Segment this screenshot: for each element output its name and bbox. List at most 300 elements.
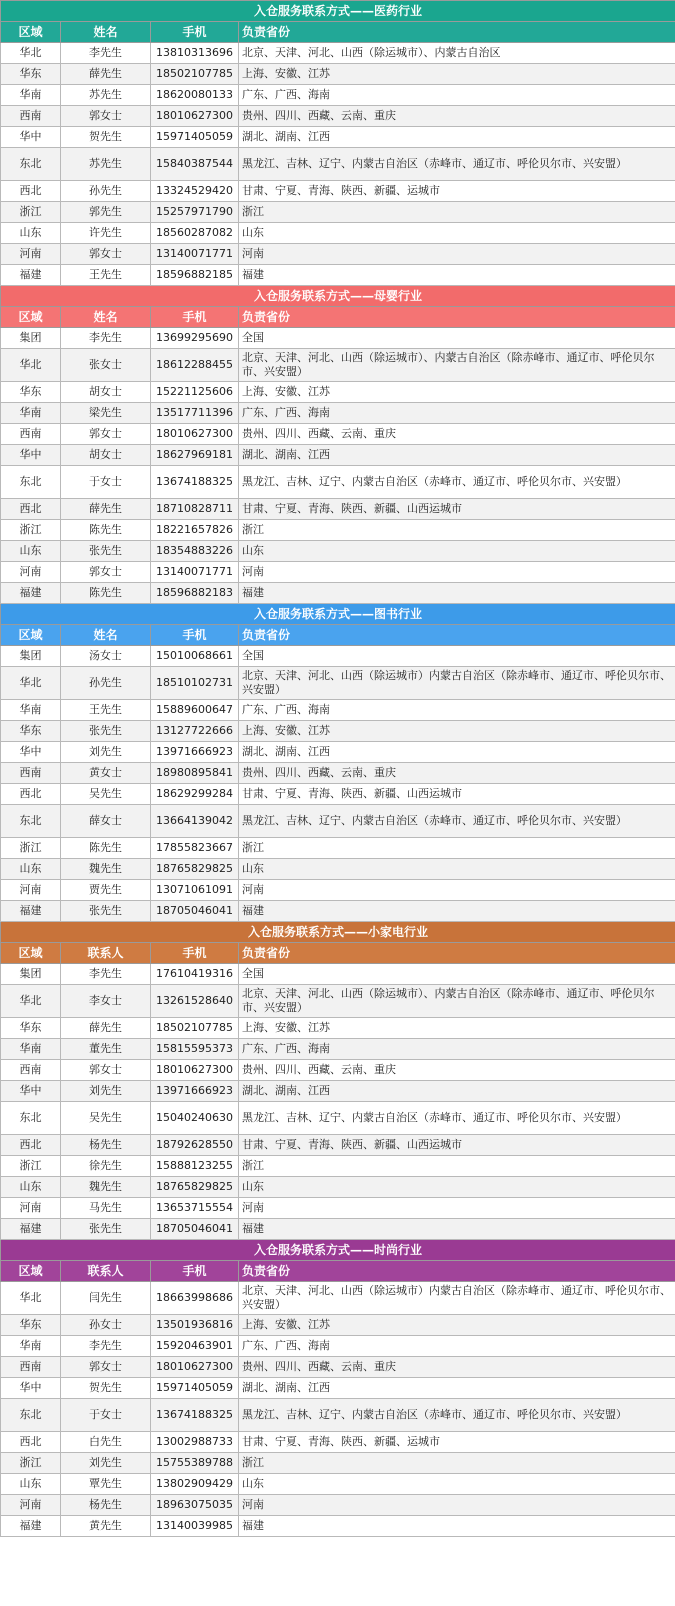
name-cell: 魏先生 xyxy=(61,859,151,880)
phone-cell: 18502107785 xyxy=(151,64,239,85)
region-cell: 华北 xyxy=(1,985,61,1018)
section-title-row xyxy=(1,1240,675,1261)
table-row xyxy=(1,667,675,700)
section-title: 入仓服务联系方式——小家电行业 xyxy=(1,922,675,943)
name-cell: 覃先生 xyxy=(61,1474,151,1495)
table-row xyxy=(1,1315,675,1336)
provinces-cell: 黑龙江、吉林、辽宁、内蒙古自治区（赤峰市、通辽市、呼伦贝尔市、兴安盟） xyxy=(239,805,675,838)
header-phone: 手机 xyxy=(151,22,239,43)
phone-cell: 18010627300 xyxy=(151,106,239,127)
table-row xyxy=(1,1102,675,1135)
provinces-cell: 广东、广西、海南 xyxy=(239,700,675,721)
provinces-cell: 广东、广西、海南 xyxy=(239,85,675,106)
table-row xyxy=(1,424,675,445)
table-row xyxy=(1,520,675,541)
name-cell: 郭女士 xyxy=(61,106,151,127)
region-cell: 华北 xyxy=(1,349,61,382)
phone-cell: 18010627300 xyxy=(151,1060,239,1081)
phone-cell: 15920463901 xyxy=(151,1336,239,1357)
name-cell: 薛先生 xyxy=(61,64,151,85)
table-row xyxy=(1,499,675,520)
phone-cell: 18980895841 xyxy=(151,763,239,784)
table-row xyxy=(1,985,675,1018)
provinces-cell: 山东 xyxy=(239,859,675,880)
provinces-cell: 贵州、四川、西藏、云南、重庆 xyxy=(239,1357,675,1378)
table-row xyxy=(1,403,675,424)
provinces-cell: 湖北、湖南、江西 xyxy=(239,1378,675,1399)
table-row xyxy=(1,1135,675,1156)
provinces-cell: 全国 xyxy=(239,328,675,349)
phone-cell: 15257971790 xyxy=(151,202,239,223)
provinces-cell: 浙江 xyxy=(239,1453,675,1474)
phone-cell: 18627969181 xyxy=(151,445,239,466)
provinces-cell: 湖北、湖南、江西 xyxy=(239,1081,675,1102)
table-row xyxy=(1,1453,675,1474)
name-cell: 黄先生 xyxy=(61,1516,151,1537)
table-row xyxy=(1,1039,675,1060)
provinces-cell: 黑龙江、吉林、辽宁、内蒙古自治区（赤峰市、通辽市、呼伦贝尔市、兴安盟） xyxy=(239,1102,675,1135)
section-title: 入仓服务联系方式——时尚行业 xyxy=(1,1240,675,1261)
phone-cell: 13810313696 xyxy=(151,43,239,64)
header-region: 区域 xyxy=(1,625,61,646)
region-cell: 集团 xyxy=(1,328,61,349)
provinces-cell: 浙江 xyxy=(239,838,675,859)
table-row xyxy=(1,43,675,64)
name-cell: 吴先生 xyxy=(61,1102,151,1135)
section-title-row xyxy=(1,286,675,307)
phone-cell: 18560287082 xyxy=(151,223,239,244)
name-cell: 魏先生 xyxy=(61,1177,151,1198)
phone-cell: 13071061091 xyxy=(151,880,239,901)
phone-cell: 18010627300 xyxy=(151,1357,239,1378)
region-cell: 华南 xyxy=(1,700,61,721)
name-cell: 王先生 xyxy=(61,265,151,286)
region-cell: 山东 xyxy=(1,223,61,244)
name-cell: 汤女士 xyxy=(61,646,151,667)
table-row xyxy=(1,700,675,721)
table-row xyxy=(1,349,675,382)
table-row xyxy=(1,1336,675,1357)
phone-cell: 15010068661 xyxy=(151,646,239,667)
name-cell: 苏先生 xyxy=(61,85,151,106)
table-row xyxy=(1,1474,675,1495)
header-region: 区域 xyxy=(1,22,61,43)
provinces-cell: 甘肃、宁夏、青海、陕西、新疆、山西运城市 xyxy=(239,1135,675,1156)
name-cell: 李先生 xyxy=(61,964,151,985)
provinces-cell: 广东、广西、海南 xyxy=(239,1039,675,1060)
region-cell: 东北 xyxy=(1,805,61,838)
name-cell: 张先生 xyxy=(61,541,151,562)
provinces-cell: 上海、安徽、江苏 xyxy=(239,1018,675,1039)
name-cell: 许先生 xyxy=(61,223,151,244)
table-row xyxy=(1,1219,675,1240)
name-cell: 徐先生 xyxy=(61,1156,151,1177)
phone-cell: 18221657826 xyxy=(151,520,239,541)
provinces-cell: 湖北、湖南、江西 xyxy=(239,445,675,466)
name-cell: 白先生 xyxy=(61,1432,151,1453)
table-row xyxy=(1,1399,675,1432)
region-cell: 西北 xyxy=(1,784,61,805)
phone-cell: 13140071771 xyxy=(151,244,239,265)
column-header-row xyxy=(1,625,675,646)
region-cell: 西北 xyxy=(1,1135,61,1156)
region-cell: 华北 xyxy=(1,667,61,700)
region-cell: 西南 xyxy=(1,424,61,445)
table-row xyxy=(1,181,675,202)
provinces-cell: 福建 xyxy=(239,1516,675,1537)
phone-cell: 15840387544 xyxy=(151,148,239,181)
table-row xyxy=(1,1081,675,1102)
table-row xyxy=(1,445,675,466)
phone-cell: 13127722666 xyxy=(151,721,239,742)
provinces-cell: 甘肃、宁夏、青海、陕西、新疆、运城市 xyxy=(239,181,675,202)
table-row xyxy=(1,541,675,562)
name-cell: 张先生 xyxy=(61,901,151,922)
table-row xyxy=(1,784,675,805)
region-cell: 福建 xyxy=(1,583,61,604)
name-cell: 张先生 xyxy=(61,1219,151,1240)
table-row xyxy=(1,1378,675,1399)
name-cell: 胡女士 xyxy=(61,382,151,403)
region-cell: 福建 xyxy=(1,1516,61,1537)
provinces-cell: 山东 xyxy=(239,223,675,244)
region-cell: 东北 xyxy=(1,148,61,181)
header-region: 区域 xyxy=(1,1261,61,1282)
phone-cell: 15815595373 xyxy=(151,1039,239,1060)
name-cell: 刘先生 xyxy=(61,742,151,763)
region-cell: 华南 xyxy=(1,1039,61,1060)
header-region: 区域 xyxy=(1,307,61,328)
region-cell: 华北 xyxy=(1,1282,61,1315)
table-row xyxy=(1,1357,675,1378)
name-cell: 贺先生 xyxy=(61,127,151,148)
name-cell: 李先生 xyxy=(61,43,151,64)
region-cell: 华南 xyxy=(1,403,61,424)
name-cell: 陈先生 xyxy=(61,838,151,859)
name-cell: 李先生 xyxy=(61,1336,151,1357)
region-cell: 集团 xyxy=(1,964,61,985)
name-cell: 张先生 xyxy=(61,721,151,742)
table-row xyxy=(1,1516,675,1537)
phone-cell: 18596882183 xyxy=(151,583,239,604)
table-row xyxy=(1,64,675,85)
provinces-cell: 广东、广西、海南 xyxy=(239,1336,675,1357)
name-cell: 刘先生 xyxy=(61,1453,151,1474)
header-name: 联系人 xyxy=(61,943,151,964)
table-row xyxy=(1,964,675,985)
phone-cell: 18963075035 xyxy=(151,1495,239,1516)
phone-cell: 18354883226 xyxy=(151,541,239,562)
region-cell: 西南 xyxy=(1,106,61,127)
provinces-cell: 黑龙江、吉林、辽宁、内蒙古自治区（赤峰市、通辽市、呼伦贝尔市、兴安盟） xyxy=(239,1399,675,1432)
name-cell: 陈先生 xyxy=(61,583,151,604)
provinces-cell: 贵州、四川、西藏、云南、重庆 xyxy=(239,106,675,127)
provinces-cell: 上海、安徽、江苏 xyxy=(239,721,675,742)
region-cell: 华中 xyxy=(1,742,61,763)
table-row xyxy=(1,244,675,265)
region-cell: 西北 xyxy=(1,1432,61,1453)
region-cell: 福建 xyxy=(1,265,61,286)
phone-cell: 18620080133 xyxy=(151,85,239,106)
provinces-cell: 黑龙江、吉林、辽宁、内蒙古自治区（赤峰市、通辽市、呼伦贝尔市、兴安盟） xyxy=(239,466,675,499)
phone-cell: 13971666923 xyxy=(151,1081,239,1102)
provinces-cell: 全国 xyxy=(239,646,675,667)
name-cell: 孙先生 xyxy=(61,181,151,202)
region-cell: 东北 xyxy=(1,1399,61,1432)
region-cell: 华中 xyxy=(1,445,61,466)
header-name: 姓名 xyxy=(61,625,151,646)
name-cell: 李先生 xyxy=(61,328,151,349)
phone-cell: 13261528640 xyxy=(151,985,239,1018)
region-cell: 华东 xyxy=(1,64,61,85)
phone-cell: 15971405059 xyxy=(151,1378,239,1399)
region-cell: 华南 xyxy=(1,85,61,106)
header-phone: 手机 xyxy=(151,307,239,328)
name-cell: 郭女士 xyxy=(61,1357,151,1378)
provinces-cell: 福建 xyxy=(239,265,675,286)
name-cell: 孙先生 xyxy=(61,667,151,700)
phone-cell: 15889600647 xyxy=(151,700,239,721)
provinces-cell: 河南 xyxy=(239,880,675,901)
phone-cell: 13674188325 xyxy=(151,1399,239,1432)
provinces-cell: 浙江 xyxy=(239,520,675,541)
header-provinces: 负责省份 xyxy=(239,307,675,328)
section-title-row xyxy=(1,604,675,625)
provinces-cell: 上海、安徽、江苏 xyxy=(239,382,675,403)
provinces-cell: 福建 xyxy=(239,1219,675,1240)
region-cell: 浙江 xyxy=(1,202,61,223)
phone-cell: 18663998686 xyxy=(151,1282,239,1315)
region-cell: 东北 xyxy=(1,466,61,499)
table-row xyxy=(1,1432,675,1453)
provinces-cell: 山东 xyxy=(239,541,675,562)
table-row xyxy=(1,1198,675,1219)
provinces-cell: 山东 xyxy=(239,1474,675,1495)
phone-cell: 17855823667 xyxy=(151,838,239,859)
name-cell: 郭先生 xyxy=(61,202,151,223)
region-cell: 河南 xyxy=(1,1495,61,1516)
region-cell: 浙江 xyxy=(1,520,61,541)
region-cell: 华东 xyxy=(1,721,61,742)
provinces-cell: 广东、广西、海南 xyxy=(239,403,675,424)
provinces-cell: 甘肃、宁夏、青海、陕西、新疆、运城市 xyxy=(239,1432,675,1453)
table-row xyxy=(1,583,675,604)
name-cell: 薛先生 xyxy=(61,499,151,520)
table-row xyxy=(1,1060,675,1081)
header-provinces: 负责省份 xyxy=(239,943,675,964)
table-row xyxy=(1,148,675,181)
phone-cell: 18010627300 xyxy=(151,424,239,445)
phone-cell: 18629299284 xyxy=(151,784,239,805)
provinces-cell: 北京、天津、河北、山西（除运城市）内蒙古自治区（除赤峰市、通辽市、呼伦贝尔市、兴安盟） xyxy=(239,667,675,700)
region-cell: 华东 xyxy=(1,382,61,403)
table-row xyxy=(1,646,675,667)
provinces-cell: 上海、安徽、江苏 xyxy=(239,1315,675,1336)
section-title: 入仓服务联系方式——母婴行业 xyxy=(1,286,675,307)
table-row xyxy=(1,763,675,784)
region-cell: 集团 xyxy=(1,646,61,667)
region-cell: 东北 xyxy=(1,1102,61,1135)
provinces-cell: 湖北、湖南、江西 xyxy=(239,742,675,763)
provinces-cell: 湖北、湖南、江西 xyxy=(239,127,675,148)
header-name: 姓名 xyxy=(61,22,151,43)
header-provinces: 负责省份 xyxy=(239,1261,675,1282)
region-cell: 华中 xyxy=(1,127,61,148)
header-name: 姓名 xyxy=(61,307,151,328)
header-region: 区域 xyxy=(1,943,61,964)
phone-cell: 13140039985 xyxy=(151,1516,239,1537)
provinces-cell: 山东 xyxy=(239,1177,675,1198)
provinces-cell: 北京、天津、河北、山西（除运城市）内蒙古自治区（除赤峰市、通辽市、呼伦贝尔市、兴安盟） xyxy=(239,1282,675,1315)
provinces-cell: 北京、天津、河北、山西（除运城市）、内蒙古自治区（除赤峰市、通辽市、呼伦贝尔市、兴安盟） xyxy=(239,349,675,382)
region-cell: 河南 xyxy=(1,562,61,583)
region-cell: 西南 xyxy=(1,1357,61,1378)
phone-cell: 13674188325 xyxy=(151,466,239,499)
header-phone: 手机 xyxy=(151,625,239,646)
table-row xyxy=(1,106,675,127)
phone-cell: 17610419316 xyxy=(151,964,239,985)
table-row xyxy=(1,1177,675,1198)
region-cell: 山东 xyxy=(1,541,61,562)
region-cell: 华南 xyxy=(1,1336,61,1357)
provinces-cell: 河南 xyxy=(239,1198,675,1219)
name-cell: 张女士 xyxy=(61,349,151,382)
region-cell: 西北 xyxy=(1,499,61,520)
region-cell: 山东 xyxy=(1,859,61,880)
name-cell: 于女士 xyxy=(61,1399,151,1432)
header-provinces: 负责省份 xyxy=(239,625,675,646)
phone-cell: 18710828711 xyxy=(151,499,239,520)
header-phone: 手机 xyxy=(151,1261,239,1282)
name-cell: 陈先生 xyxy=(61,520,151,541)
phone-cell: 13324529420 xyxy=(151,181,239,202)
phone-cell: 18596882185 xyxy=(151,265,239,286)
provinces-cell: 贵州、四川、西藏、云南、重庆 xyxy=(239,424,675,445)
phone-cell: 13971666923 xyxy=(151,742,239,763)
phone-cell: 18612288455 xyxy=(151,349,239,382)
provinces-cell: 贵州、四川、西藏、云南、重庆 xyxy=(239,1060,675,1081)
provinces-cell: 浙江 xyxy=(239,1156,675,1177)
region-cell: 河南 xyxy=(1,244,61,265)
name-cell: 黄女士 xyxy=(61,763,151,784)
name-cell: 薛先生 xyxy=(61,1018,151,1039)
name-cell: 孙女士 xyxy=(61,1315,151,1336)
phone-cell: 18502107785 xyxy=(151,1018,239,1039)
name-cell: 苏先生 xyxy=(61,148,151,181)
column-header-row xyxy=(1,307,675,328)
table-row xyxy=(1,1282,675,1315)
region-cell: 西北 xyxy=(1,181,61,202)
table-row xyxy=(1,85,675,106)
phone-cell: 18792628550 xyxy=(151,1135,239,1156)
phone-cell: 18765829825 xyxy=(151,859,239,880)
table-row xyxy=(1,1495,675,1516)
table-row xyxy=(1,223,675,244)
name-cell: 贺先生 xyxy=(61,1378,151,1399)
name-cell: 吴先生 xyxy=(61,784,151,805)
phone-cell: 15755389788 xyxy=(151,1453,239,1474)
phone-cell: 18705046041 xyxy=(151,901,239,922)
name-cell: 梁先生 xyxy=(61,403,151,424)
table-row xyxy=(1,1018,675,1039)
phone-cell: 13653715554 xyxy=(151,1198,239,1219)
phone-cell: 13002988733 xyxy=(151,1432,239,1453)
region-cell: 华东 xyxy=(1,1315,61,1336)
provinces-cell: 黑龙江、吉林、辽宁、内蒙古自治区（赤峰市、通辽市、呼伦贝尔市、兴安盟） xyxy=(239,148,675,181)
header-provinces: 负责省份 xyxy=(239,22,675,43)
table-row xyxy=(1,859,675,880)
table-row xyxy=(1,838,675,859)
region-cell: 河南 xyxy=(1,880,61,901)
name-cell: 郭女士 xyxy=(61,1060,151,1081)
name-cell: 杨先生 xyxy=(61,1495,151,1516)
provinces-cell: 北京、天津、河北、山西（除运城市）、内蒙古自治区（除赤峰市、通辽市、呼伦贝尔市、兴安盟） xyxy=(239,985,675,1018)
phone-cell: 13802909429 xyxy=(151,1474,239,1495)
name-cell: 于女士 xyxy=(61,466,151,499)
name-cell: 薛女士 xyxy=(61,805,151,838)
region-cell: 山东 xyxy=(1,1177,61,1198)
table-row xyxy=(1,721,675,742)
header-name: 联系人 xyxy=(61,1261,151,1282)
provinces-cell: 福建 xyxy=(239,583,675,604)
phone-cell: 15888123255 xyxy=(151,1156,239,1177)
table-row xyxy=(1,328,675,349)
column-header-row xyxy=(1,1261,675,1282)
section-title: 入仓服务联系方式——医药行业 xyxy=(1,1,675,22)
table-row xyxy=(1,742,675,763)
section-title-row xyxy=(1,1,675,22)
name-cell: 李女士 xyxy=(61,985,151,1018)
phone-cell: 13140071771 xyxy=(151,562,239,583)
name-cell: 闫先生 xyxy=(61,1282,151,1315)
provinces-cell: 河南 xyxy=(239,562,675,583)
table-row xyxy=(1,805,675,838)
name-cell: 郭女士 xyxy=(61,562,151,583)
phone-cell: 18510102731 xyxy=(151,667,239,700)
region-cell: 西南 xyxy=(1,1060,61,1081)
provinces-cell: 甘肃、宁夏、青海、陕西、新疆、山西运城市 xyxy=(239,784,675,805)
header-phone: 手机 xyxy=(151,943,239,964)
region-cell: 河南 xyxy=(1,1198,61,1219)
name-cell: 杨先生 xyxy=(61,1135,151,1156)
table-row xyxy=(1,382,675,403)
name-cell: 郭女士 xyxy=(61,244,151,265)
table-row xyxy=(1,202,675,223)
name-cell: 胡女士 xyxy=(61,445,151,466)
column-header-row xyxy=(1,22,675,43)
name-cell: 马先生 xyxy=(61,1198,151,1219)
name-cell: 董先生 xyxy=(61,1039,151,1060)
region-cell: 浙江 xyxy=(1,1156,61,1177)
region-cell: 华北 xyxy=(1,43,61,64)
phone-cell: 13517711396 xyxy=(151,403,239,424)
table-row xyxy=(1,127,675,148)
region-cell: 西南 xyxy=(1,763,61,784)
phone-cell: 13699295690 xyxy=(151,328,239,349)
table-row xyxy=(1,880,675,901)
provinces-cell: 福建 xyxy=(239,901,675,922)
region-cell: 山东 xyxy=(1,1474,61,1495)
name-cell: 刘先生 xyxy=(61,1081,151,1102)
phone-cell: 18765829825 xyxy=(151,1177,239,1198)
phone-cell: 18705046041 xyxy=(151,1219,239,1240)
table-row xyxy=(1,1156,675,1177)
region-cell: 浙江 xyxy=(1,1453,61,1474)
phone-cell: 15040240630 xyxy=(151,1102,239,1135)
region-cell: 华中 xyxy=(1,1081,61,1102)
provinces-cell: 河南 xyxy=(239,1495,675,1516)
provinces-cell: 全国 xyxy=(239,964,675,985)
